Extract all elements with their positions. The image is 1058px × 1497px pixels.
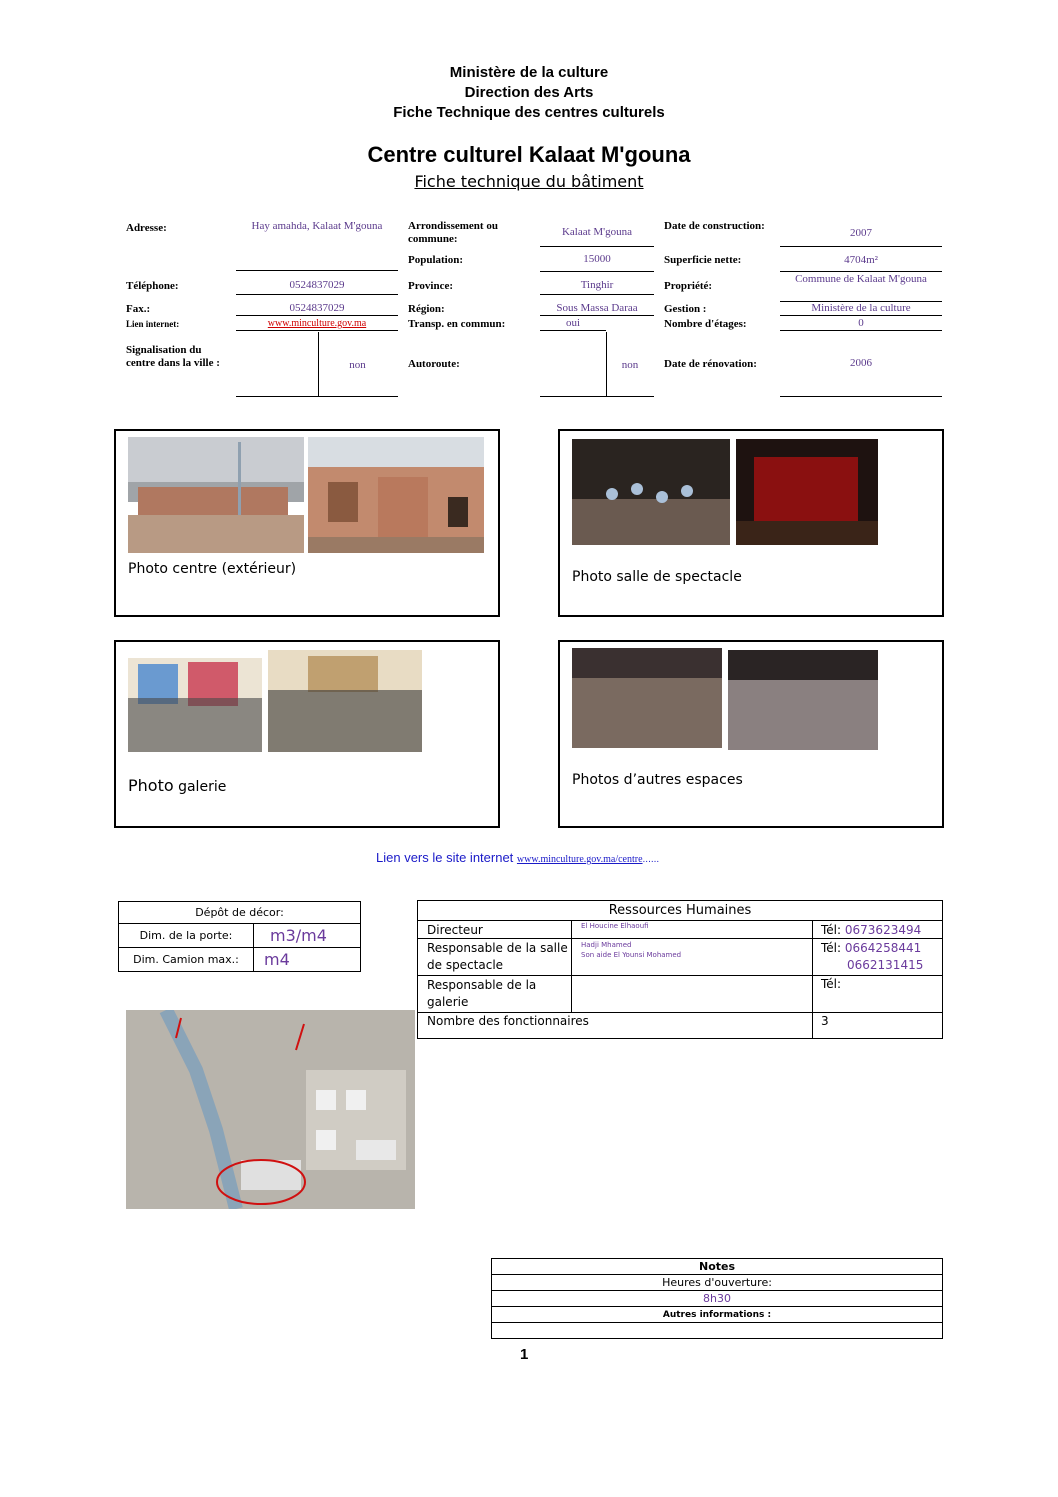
transp-label: Transp. en commun: bbox=[408, 318, 506, 330]
resp-salle-name2: Son aide El Younsi Mohamed bbox=[581, 951, 682, 959]
heures-label: Heures d'ouverture: bbox=[492, 1275, 943, 1291]
superficie-label: Superficie nette: bbox=[664, 254, 742, 266]
date-construction-label: Date de construction: bbox=[664, 220, 765, 232]
site-link-trail: ...... bbox=[642, 854, 660, 865]
province-value: Tinghir bbox=[540, 279, 654, 295]
document-type: Fiche Technique des centres culturels bbox=[393, 104, 665, 121]
porte-value: m3/m4 bbox=[254, 924, 361, 948]
telephone-value: 0524837029 bbox=[236, 279, 398, 295]
autoroute-label: Autoroute: bbox=[408, 358, 460, 370]
page-number: 1 bbox=[520, 1346, 529, 1363]
telephone-label: Téléphone: bbox=[126, 280, 179, 292]
fax-label: Fax.: bbox=[126, 303, 151, 315]
directeur-label: Directeur bbox=[418, 921, 572, 939]
exterior-photo-1 bbox=[128, 437, 304, 553]
fonctionnaires-value: 3 bbox=[813, 1013, 943, 1039]
camion-label: Dim. Camion max.: bbox=[119, 948, 254, 972]
resp-salle-tel-cell bbox=[813, 939, 943, 976]
caption-galerie-word1: Photo bbox=[128, 776, 174, 795]
renovation-label: Date de rénovation: bbox=[664, 358, 757, 370]
photo-box-exterieur bbox=[114, 429, 500, 617]
region-label: Région: bbox=[408, 303, 445, 315]
renovation-value: 2006 bbox=[780, 357, 942, 397]
directeur-tel-cell bbox=[813, 921, 943, 939]
ministry-name: Ministère de la culture bbox=[449, 64, 609, 81]
depot-title: Dépôt de décor: bbox=[119, 902, 361, 924]
autres-photo-2 bbox=[728, 650, 878, 750]
caption-autres: Photos d’autres espaces bbox=[572, 772, 743, 788]
autres-label: Autres informations : bbox=[492, 1307, 943, 1323]
resp-salle-names bbox=[572, 939, 813, 976]
resp-salle-tel-label: Tél: bbox=[821, 941, 842, 955]
population-label: Population: bbox=[408, 254, 464, 266]
etages-value: 0 bbox=[780, 317, 942, 331]
province-label: Province: bbox=[408, 280, 454, 292]
salle-photo-2 bbox=[736, 439, 878, 545]
lien-value[interactable]: www.minculture.gov.ma bbox=[267, 318, 367, 329]
photo-box-salle bbox=[558, 429, 944, 617]
direction-name: Direction des Arts bbox=[464, 84, 594, 101]
resp-galerie-name bbox=[572, 976, 813, 1013]
population-value: 15000 bbox=[540, 253, 654, 272]
camion-value: m4 bbox=[254, 948, 361, 972]
photo-box-autres bbox=[558, 640, 944, 828]
rh-table bbox=[417, 900, 943, 1039]
site-link-line bbox=[376, 850, 659, 865]
galerie-photo-2 bbox=[268, 650, 422, 752]
notes-title: Notes bbox=[492, 1259, 943, 1275]
resp-salle-name1: Hadji Mhamed bbox=[581, 941, 632, 949]
directeur-name: El Houcine Elhaoufi bbox=[572, 921, 813, 939]
page-title: Centre culturel Kalaat M'gouna bbox=[367, 142, 691, 167]
caption-salle: Photo salle de spectacle bbox=[572, 569, 742, 585]
porte-label: Dim. de la porte: bbox=[119, 924, 254, 948]
gestion-label: Gestion : bbox=[664, 303, 707, 315]
arrondissement-value: Kalaat M'gouna bbox=[540, 226, 654, 247]
autoroute-divider bbox=[606, 332, 607, 397]
lien-label: Lien internet: bbox=[126, 319, 180, 329]
directeur-tel: 0673623494 bbox=[844, 922, 922, 937]
galerie-photo-1 bbox=[128, 658, 262, 752]
signalisation-value: non bbox=[349, 359, 366, 371]
autres-value bbox=[492, 1323, 943, 1339]
site-link-url[interactable]: www.minculture.gov.ma/centre bbox=[516, 854, 643, 865]
caption-exterieur: Photo centre (extérieur) bbox=[128, 561, 297, 577]
autoroute-value: non bbox=[621, 359, 639, 371]
page-subtitle: Fiche technique du bâtiment bbox=[414, 172, 644, 191]
propriete-label: Propriété: bbox=[664, 280, 713, 292]
adresse-value: Hay amahda, Kalaat M'gouna bbox=[236, 220, 398, 271]
caption-galerie-word2: galerie bbox=[178, 779, 227, 795]
salle-photo-1 bbox=[572, 439, 730, 545]
adresse-label: Adresse: bbox=[126, 222, 167, 234]
directeur-tel-label: Tél: bbox=[821, 922, 842, 937]
exterior-photo-2 bbox=[308, 437, 484, 553]
fonctionnaires-label: Nombre des fonctionnaires bbox=[418, 1013, 813, 1039]
arrondissement-label: Arrondissement ou commune: bbox=[408, 220, 498, 245]
location-map bbox=[126, 1010, 415, 1209]
depot-table bbox=[118, 901, 361, 972]
signalisation-label: Signalisation du centre dans la ville : bbox=[126, 344, 220, 369]
transp-value: oui bbox=[565, 317, 581, 329]
superficie-value: 4704m² bbox=[780, 254, 942, 272]
fax-value: 0524837029 bbox=[236, 302, 398, 316]
resp-salle-tel1: 0664258441 bbox=[844, 941, 922, 955]
rh-title: Ressources Humaines bbox=[418, 901, 943, 921]
signalisation-divider bbox=[318, 332, 319, 397]
gestion-value: Ministère de la culture bbox=[780, 302, 942, 316]
site-link-label: Lien vers le site internet bbox=[376, 850, 514, 865]
resp-salle-label: Responsable de la salle de spectacle bbox=[418, 939, 572, 976]
autres-photo-1 bbox=[572, 648, 722, 748]
resp-salle-tel2: 0662131415 bbox=[847, 958, 924, 972]
resp-galerie-tel-label: Tél: bbox=[813, 976, 943, 1013]
date-construction-value: 2007 bbox=[780, 227, 942, 247]
heures-value: 8h30 bbox=[492, 1291, 943, 1307]
propriete-value: Commune de Kalaat M'gouna bbox=[780, 273, 942, 302]
region-value: Sous Massa Daraa bbox=[540, 302, 654, 316]
resp-galerie-label: Responsable de la galerie bbox=[418, 976, 572, 1013]
etages-label: Nombre d'étages: bbox=[664, 318, 747, 330]
photo-box-galerie bbox=[114, 640, 500, 828]
notes-table bbox=[491, 1258, 943, 1339]
caption-galerie bbox=[128, 776, 226, 795]
